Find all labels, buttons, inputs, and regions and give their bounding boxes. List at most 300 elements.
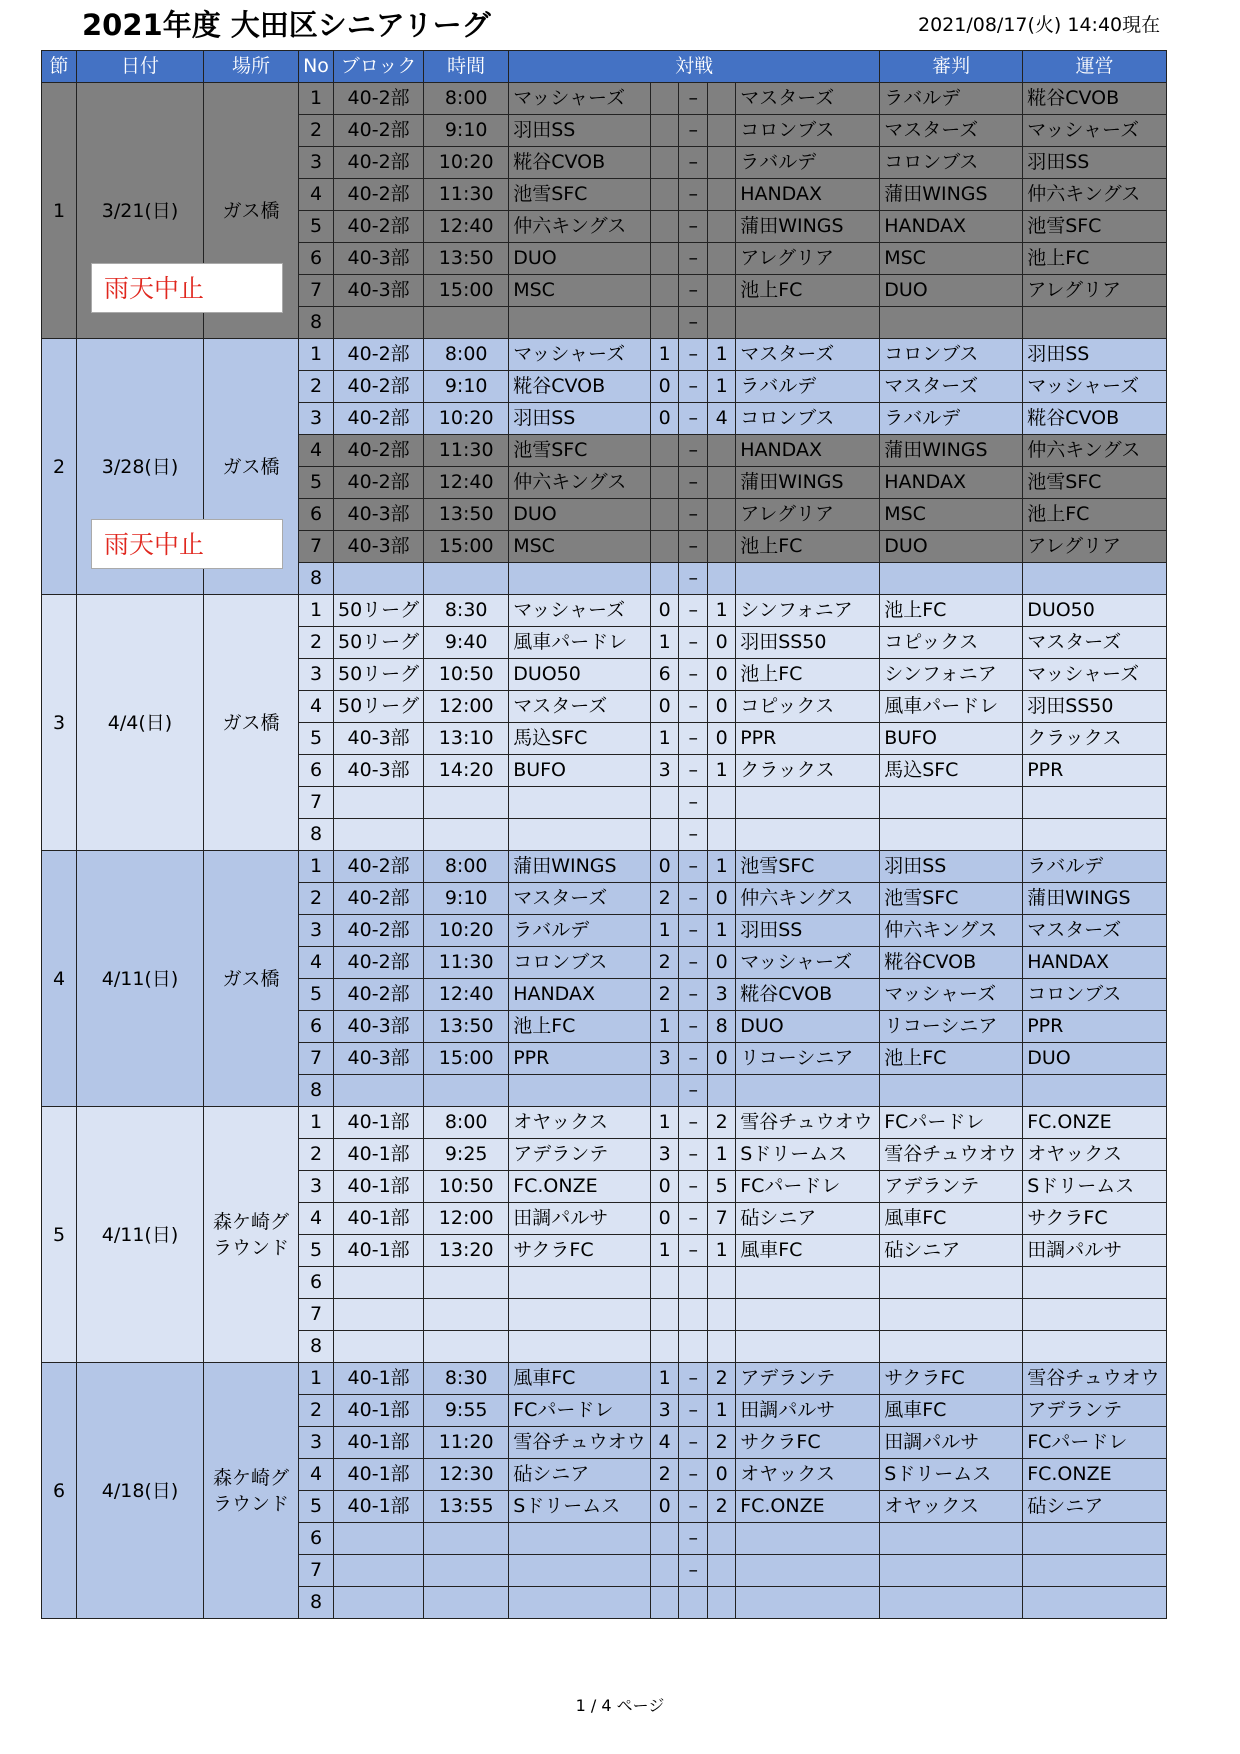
away-score [708,467,736,499]
away-team: 雪谷チュウオウ [736,1107,880,1139]
away-team: PPR [736,723,880,755]
away-team [736,307,880,339]
match-block: 40-2部 [334,851,424,883]
away-score: 0 [708,627,736,659]
match-block [334,1587,424,1619]
operation-team: 羽田SS [1023,339,1167,371]
match-no: 4 [299,179,334,211]
match-time: 12:40 [424,979,509,1011]
home-score [651,1267,679,1299]
away-team: コロンブス [736,403,880,435]
referee-team [880,1075,1023,1107]
home-score [651,115,679,147]
col-header-no: No [299,51,334,83]
match-block: 40-1部 [334,1171,424,1203]
match-no: 3 [299,147,334,179]
referee-team: 風車FC [880,1203,1023,1235]
away-score: 5 [708,1171,736,1203]
referee-team: コロンブス [880,339,1023,371]
referee-team: リコーシニア [880,1011,1023,1043]
match-time: 13:10 [424,723,509,755]
match-time: 8:30 [424,1363,509,1395]
match-block: 50リーグ [334,627,424,659]
section-date: 4/11(日) [77,1107,204,1363]
referee-team: HANDAX [880,467,1023,499]
home-team: マッシャーズ [509,83,651,115]
home-score [651,243,679,275]
match-no: 5 [299,1235,334,1267]
section-date: 4/11(日) [77,851,204,1107]
away-team: DUO [736,1011,880,1043]
away-score: 3 [708,979,736,1011]
home-score [651,1523,679,1555]
section-place: 森ケ崎グラウンド [204,1363,299,1619]
away-team: コロンブス [736,115,880,147]
match-block: 40-2部 [334,435,424,467]
home-team: マスターズ [509,691,651,723]
score-dash [679,1587,708,1619]
home-team: MSC [509,275,651,307]
match-time: 10:50 [424,1171,509,1203]
score-dash: – [679,883,708,915]
section-number: 1 [42,83,77,339]
away-team [736,563,880,595]
match-time: 10:20 [424,915,509,947]
home-score: 3 [651,1139,679,1171]
match-time: 9:10 [424,371,509,403]
match-time: 10:20 [424,147,509,179]
home-team: DUO [509,243,651,275]
home-team: 仲六キングス [509,467,651,499]
home-score: 1 [651,1107,679,1139]
away-score [708,275,736,307]
match-no: 1 [299,595,334,627]
referee-team: 田調パルサ [880,1427,1023,1459]
col-header-time: 時間 [424,51,509,83]
home-score: 2 [651,883,679,915]
away-score: 1 [708,595,736,627]
match-no: 4 [299,1203,334,1235]
score-dash: – [679,307,708,339]
match-row [42,595,1167,627]
match-no: 1 [299,851,334,883]
score-dash: – [679,1491,708,1523]
away-score: 1 [708,1235,736,1267]
away-team: FC.ONZE [736,1491,880,1523]
match-block: 40-1部 [334,1107,424,1139]
home-team: 田調パルサ [509,1203,651,1235]
away-team [736,1331,880,1363]
home-team: アデランテ [509,1139,651,1171]
away-team: マスターズ [736,339,880,371]
match-time: 11:30 [424,179,509,211]
operation-team [1023,819,1167,851]
home-team [509,1523,651,1555]
score-dash: – [679,243,708,275]
home-team: FCパードレ [509,1395,651,1427]
referee-team: マスターズ [880,371,1023,403]
away-score [708,563,736,595]
match-time: 12:30 [424,1459,509,1491]
referee-team: 糀谷CVOB [880,947,1023,979]
home-score [651,83,679,115]
operation-team: 蒲田WINGS [1023,883,1167,915]
home-score: 1 [651,627,679,659]
away-team: 風車FC [736,1235,880,1267]
home-score: 0 [651,691,679,723]
match-block: 40-2部 [334,371,424,403]
match-block: 40-2部 [334,403,424,435]
home-team [509,1267,651,1299]
home-team: DUO50 [509,659,651,691]
home-team: HANDAX [509,979,651,1011]
match-block [334,1523,424,1555]
home-team: BUFO [509,755,651,787]
operation-team: 仲六キングス [1023,435,1167,467]
rain-cancel-label: 雨天中止 [91,263,283,313]
home-team: 風車パードレ [509,627,651,659]
operation-team: クラックス [1023,723,1167,755]
referee-team: FCパードレ [880,1107,1023,1139]
match-no: 4 [299,1459,334,1491]
away-score [708,1523,736,1555]
home-team: サクラFC [509,1235,651,1267]
match-no: 6 [299,499,334,531]
referee-team [880,1587,1023,1619]
col-header-match: 対戦 [509,51,880,83]
referee-team: 池雪SFC [880,883,1023,915]
away-score: 0 [708,659,736,691]
away-team: 羽田SS50 [736,627,880,659]
home-score [651,1331,679,1363]
match-block: 40-2部 [334,83,424,115]
home-score: 0 [651,851,679,883]
match-time: 13:20 [424,1235,509,1267]
away-team [736,1523,880,1555]
referee-team: コピックス [880,627,1023,659]
match-block: 40-1部 [334,1363,424,1395]
away-score: 1 [708,851,736,883]
referee-team [880,1331,1023,1363]
away-team: リコーシニア [736,1043,880,1075]
away-score [708,819,736,851]
away-score: 0 [708,723,736,755]
operation-team: DUO [1023,1043,1167,1075]
score-dash: – [679,819,708,851]
operation-team: HANDAX [1023,947,1167,979]
schedule-body [42,83,1167,1619]
score-dash: – [679,723,708,755]
score-dash: – [679,179,708,211]
away-score [708,1267,736,1299]
home-score [651,499,679,531]
match-no: 2 [299,115,334,147]
match-time: 11:20 [424,1427,509,1459]
score-dash: – [679,275,708,307]
match-no: 1 [299,339,334,371]
referee-team: 蒲田WINGS [880,179,1023,211]
match-no: 8 [299,563,334,595]
match-time: 10:50 [424,659,509,691]
section-place: ガス橋 [204,851,299,1107]
home-score: 1 [651,723,679,755]
score-dash: – [679,1139,708,1171]
operation-team: 糀谷CVOB [1023,403,1167,435]
update-timestamp: 2021/08/17(火) 14:40現在 [918,14,1161,36]
match-no: 2 [299,1139,334,1171]
match-time: 13:50 [424,1011,509,1043]
match-row [42,851,1167,883]
operation-team: FC.ONZE [1023,1459,1167,1491]
home-score: 1 [651,915,679,947]
match-row [42,1107,1167,1139]
referee-team: サクラFC [880,1363,1023,1395]
match-no: 5 [299,211,334,243]
match-no: 5 [299,723,334,755]
operation-team [1023,1331,1167,1363]
away-team: 仲六キングス [736,883,880,915]
home-score: 1 [651,1363,679,1395]
score-dash: – [679,1043,708,1075]
score-dash: – [679,1427,708,1459]
match-block [334,563,424,595]
referee-team: 池上FC [880,1043,1023,1075]
match-time: 9:40 [424,627,509,659]
home-team: 池雪SFC [509,179,651,211]
operation-team: 池上FC [1023,499,1167,531]
referee-team: 池上FC [880,595,1023,627]
away-team: 池雪SFC [736,851,880,883]
match-block [334,1331,424,1363]
home-score: 0 [651,403,679,435]
home-team: Sドリームス [509,1491,651,1523]
home-team: 糀谷CVOB [509,147,651,179]
match-no: 4 [299,691,334,723]
score-dash: – [679,979,708,1011]
away-team: 池上FC [736,275,880,307]
away-team: FCパードレ [736,1171,880,1203]
referee-team: 雪谷チュウオウ [880,1139,1023,1171]
away-score: 4 [708,403,736,435]
away-score: 1 [708,1139,736,1171]
section-number: 3 [42,595,77,851]
match-block: 40-3部 [334,1043,424,1075]
operation-team: 仲六キングス [1023,179,1167,211]
referee-team [880,1523,1023,1555]
match-time [424,1075,509,1107]
referee-team: 羽田SS [880,851,1023,883]
match-no: 8 [299,1331,334,1363]
match-row [42,83,1167,115]
match-time [424,819,509,851]
section-number: 4 [42,851,77,1107]
match-no: 3 [299,403,334,435]
home-team [509,1331,651,1363]
referee-team: マッシャーズ [880,979,1023,1011]
match-time [424,1331,509,1363]
referee-team: 仲六キングス [880,915,1023,947]
referee-team: 風車FC [880,1395,1023,1427]
away-team: アレグリア [736,499,880,531]
match-no: 5 [299,467,334,499]
match-time: 8:00 [424,339,509,371]
match-block [334,1555,424,1587]
away-score: 2 [708,1427,736,1459]
referee-team: DUO [880,531,1023,563]
referee-team [880,1267,1023,1299]
operation-team [1023,1075,1167,1107]
operation-team: FCパードレ [1023,1427,1167,1459]
away-team: HANDAX [736,179,880,211]
score-dash: – [679,435,708,467]
match-no: 8 [299,307,334,339]
operation-team [1023,1555,1167,1587]
away-score [708,211,736,243]
score-dash: – [679,1203,708,1235]
match-time: 12:00 [424,691,509,723]
match-time: 12:40 [424,211,509,243]
away-team [736,1267,880,1299]
operation-team: マッシャーズ [1023,659,1167,691]
operation-team: サクラFC [1023,1203,1167,1235]
operation-team: マスターズ [1023,627,1167,659]
home-score: 1 [651,1011,679,1043]
match-block [334,787,424,819]
match-time: 8:00 [424,1107,509,1139]
match-block: 40-3部 [334,755,424,787]
away-score [708,307,736,339]
col-header-place: 場所 [204,51,299,83]
match-no: 7 [299,1299,334,1331]
match-block: 40-2部 [334,211,424,243]
operation-team: アレグリア [1023,275,1167,307]
score-dash: – [679,851,708,883]
away-score [708,787,736,819]
match-no: 3 [299,659,334,691]
home-score: 0 [651,1491,679,1523]
match-time: 15:00 [424,1043,509,1075]
score-dash: – [679,467,708,499]
home-score: 1 [651,339,679,371]
home-score [651,1075,679,1107]
operation-team: オヤックス [1023,1139,1167,1171]
match-time: 9:10 [424,883,509,915]
home-team [509,1555,651,1587]
match-block [334,1075,424,1107]
match-time: 15:00 [424,531,509,563]
home-score: 0 [651,371,679,403]
score-dash: – [679,1555,708,1587]
match-time: 9:55 [424,1395,509,1427]
home-team: DUO [509,499,651,531]
match-time: 9:10 [424,115,509,147]
home-team: マスターズ [509,883,651,915]
match-time [424,1523,509,1555]
away-team: ラバルデ [736,147,880,179]
away-team [736,1075,880,1107]
match-block [334,1299,424,1331]
score-dash: – [679,1011,708,1043]
match-time [424,307,509,339]
match-no: 6 [299,243,334,275]
away-score [708,243,736,275]
away-score: 1 [708,755,736,787]
away-team: 田調パルサ [736,1395,880,1427]
home-team [509,1587,651,1619]
referee-team [880,563,1023,595]
match-no: 5 [299,1491,334,1523]
match-block: 40-3部 [334,1011,424,1043]
section-place: ガス橋 [204,595,299,851]
match-block [334,819,424,851]
match-block: 40-1部 [334,1491,424,1523]
operation-team [1023,1587,1167,1619]
score-dash: – [679,403,708,435]
home-team: オヤックス [509,1107,651,1139]
away-score [708,1555,736,1587]
away-team: 砧シニア [736,1203,880,1235]
away-score: 1 [708,915,736,947]
match-time [424,1267,509,1299]
match-time: 13:50 [424,243,509,275]
match-no: 4 [299,947,334,979]
away-team [736,787,880,819]
match-block: 40-2部 [334,915,424,947]
match-time: 9:25 [424,1139,509,1171]
away-score: 2 [708,1363,736,1395]
away-score: 0 [708,1043,736,1075]
match-no: 3 [299,915,334,947]
operation-team: PPR [1023,755,1167,787]
match-block [334,307,424,339]
referee-team: 砧シニア [880,1235,1023,1267]
home-score [651,787,679,819]
match-time: 11:30 [424,435,509,467]
operation-team: マスターズ [1023,915,1167,947]
match-block: 40-1部 [334,1139,424,1171]
score-dash: – [679,1363,708,1395]
home-score [651,275,679,307]
match-time: 15:00 [424,275,509,307]
operation-team: 田調パルサ [1023,1235,1167,1267]
home-score: 0 [651,595,679,627]
match-no: 6 [299,1267,334,1299]
away-score [708,147,736,179]
home-score [651,1555,679,1587]
score-dash: – [679,595,708,627]
operation-team [1023,1523,1167,1555]
operation-team: ラバルデ [1023,851,1167,883]
referee-team: マスターズ [880,115,1023,147]
home-score: 0 [651,1171,679,1203]
referee-team: ラバルデ [880,403,1023,435]
away-score [708,115,736,147]
away-score: 8 [708,1011,736,1043]
match-block: 40-1部 [334,1203,424,1235]
home-score: 3 [651,1043,679,1075]
match-no: 6 [299,1011,334,1043]
col-header-block: ブロック [334,51,424,83]
col-header-setsu: 節 [42,51,77,83]
referee-team: DUO [880,275,1023,307]
home-score [651,1587,679,1619]
home-score: 2 [651,979,679,1011]
match-no: 4 [299,435,334,467]
match-no: 8 [299,819,334,851]
referee-team: 蒲田WINGS [880,435,1023,467]
away-team: シンフォニア [736,595,880,627]
section-number: 2 [42,339,77,595]
